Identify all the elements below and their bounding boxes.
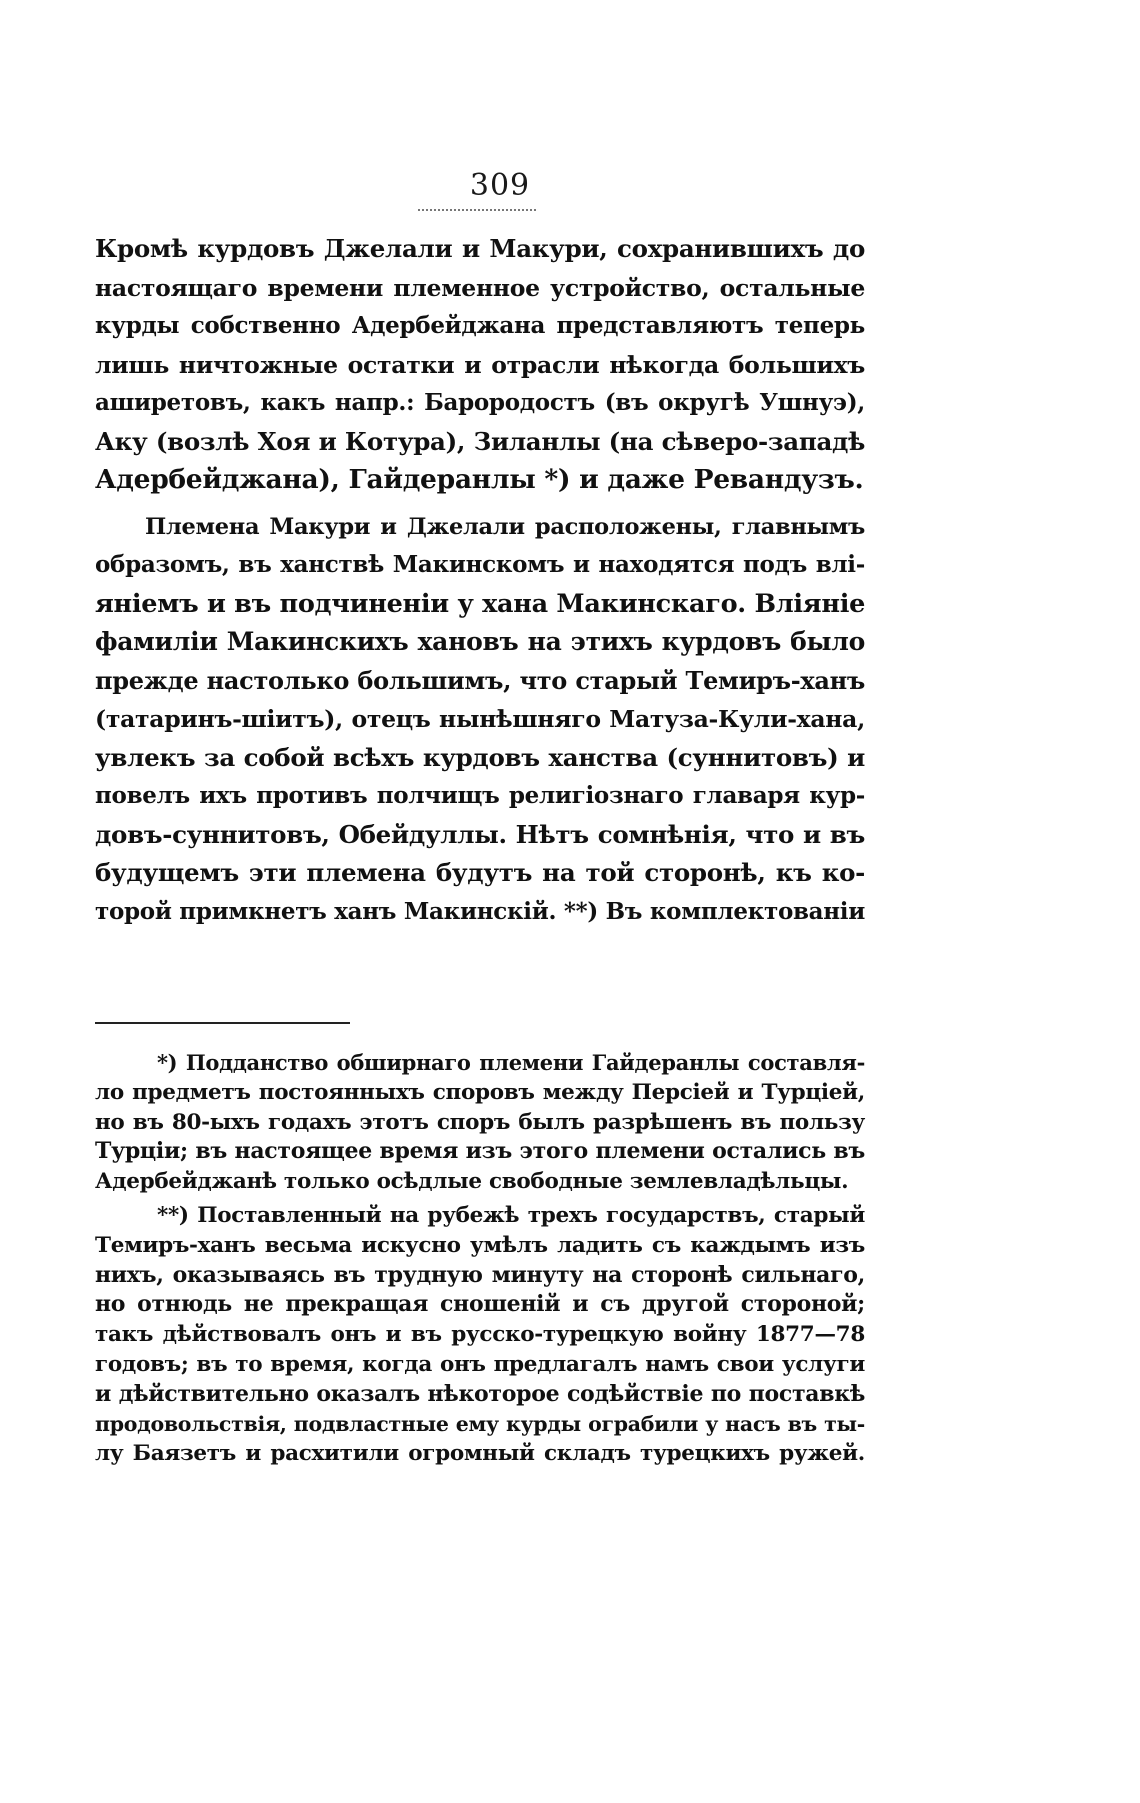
body-line: Кромѣ курдовъ Джелали и Макури, сохранившихъ до	[95, 234, 865, 263]
body-line: (татаринъ-шiитъ), отецъ нынѣшняго Матуза-Кули-хана,	[95, 705, 865, 733]
footnote-line: и дѣйствительно оказалъ нѣкоторое содѣйствіе по поставкѣ	[95, 1380, 865, 1407]
footnote-line: **) Поставленный на рубежѣ трехъ государствъ, старый	[157, 1202, 865, 1228]
body-line: аширетовъ, какъ напр.: Барородостъ (въ округѣ Ушнуэ),	[95, 389, 865, 416]
body-line: яніемъ и въ подчиненіи у хана Макинскаго. Вліяніе	[95, 588, 865, 619]
body-line: Племена Макури и Джелали расположены, главнымъ	[145, 513, 865, 540]
body-line: довъ-суннитовъ, Обейдуллы. Нѣтъ сомнѣнія, что и въ	[95, 819, 865, 849]
body-line: торой примкнетъ ханъ Макинскій. **) Въ комплектованіи	[95, 897, 865, 925]
body-line: прежде настолько большимъ, что старый Темиръ-ханъ	[95, 665, 865, 695]
footnote-line: продовольствія, подвластные ему курды ограбили у насъ въ ты-	[95, 1411, 865, 1436]
body-line: настоящаго времени племенное устройство, остальные	[95, 273, 865, 302]
footnotes	[95, 1048, 865, 1469]
page-number: 309	[469, 168, 531, 203]
footnote-line: но отнюдь не прекращая сношеній и съ другой стороной;	[95, 1291, 865, 1318]
body-line: образомъ, въ ханствѣ Макинскомъ и находятся подъ влі-	[95, 551, 865, 578]
footnote-line: Темиръ-ханъ весьма искусно умѣлъ ладить съ каждымъ изъ	[95, 1232, 865, 1258]
body-line: Аку (возлѣ Хоя и Котура), Зиланлы (на сѣверо-западѣ	[95, 426, 865, 456]
footnote-line: Адербейджанѣ только осѣдлые свободные землевладѣльцы.	[95, 1169, 849, 1195]
body-line: Адербейджана), Гайдеранлы *) и даже Ревандузъ.	[95, 464, 864, 495]
footnote-line: лу Баязетъ и расхитили огромный складъ турецкихъ ружей.	[95, 1441, 865, 1467]
footnote-separator	[95, 1022, 350, 1024]
body-line: увлекъ за собой всѣхъ курдовъ ханства (суннитовъ) и	[95, 742, 865, 772]
footnote-line: годовъ; въ то время, когда онъ предлагалъ намъ свои услуги	[95, 1351, 865, 1377]
body-line: лишь ничтожные остатки и отрасли нѣкогда большихъ	[95, 350, 865, 379]
body-line: будущемъ эти племена будутъ на той сторонѣ, къ ко-	[95, 858, 865, 887]
body-line: курды собственно Адербейджана представляютъ теперь	[95, 312, 865, 339]
footnote-line: нихъ, оказываясь въ трудную минуту на сторонѣ сильнаго,	[95, 1261, 865, 1288]
body-line: фамиліи Макинскихъ хановъ на этихъ курдовъ было	[95, 627, 865, 656]
paragraph-gap	[95, 500, 865, 508]
footnote-line: такъ дѣйствовалъ онъ и въ русско-турецкую войну 1877—78	[95, 1322, 865, 1348]
body-line: повелъ ихъ противъ полчищъ религiознаго главаря кур-	[95, 782, 865, 809]
main-text	[95, 230, 865, 931]
footnote-line: *) Подданство обширнаго племени Гайдеранлы составля-	[157, 1050, 865, 1075]
page-number-underline	[418, 209, 536, 211]
footnote-line: но въ 80-ыхъ годахъ этотъ споръ былъ разрѣшенъ въ пользу	[95, 1109, 865, 1135]
footnote-line: ло предметъ постоянныхъ споровъ между Персiей и Турцiей,	[95, 1079, 865, 1105]
footnote-line: Турцiи; въ настоящее время изъ этого племени остались въ	[95, 1138, 865, 1165]
